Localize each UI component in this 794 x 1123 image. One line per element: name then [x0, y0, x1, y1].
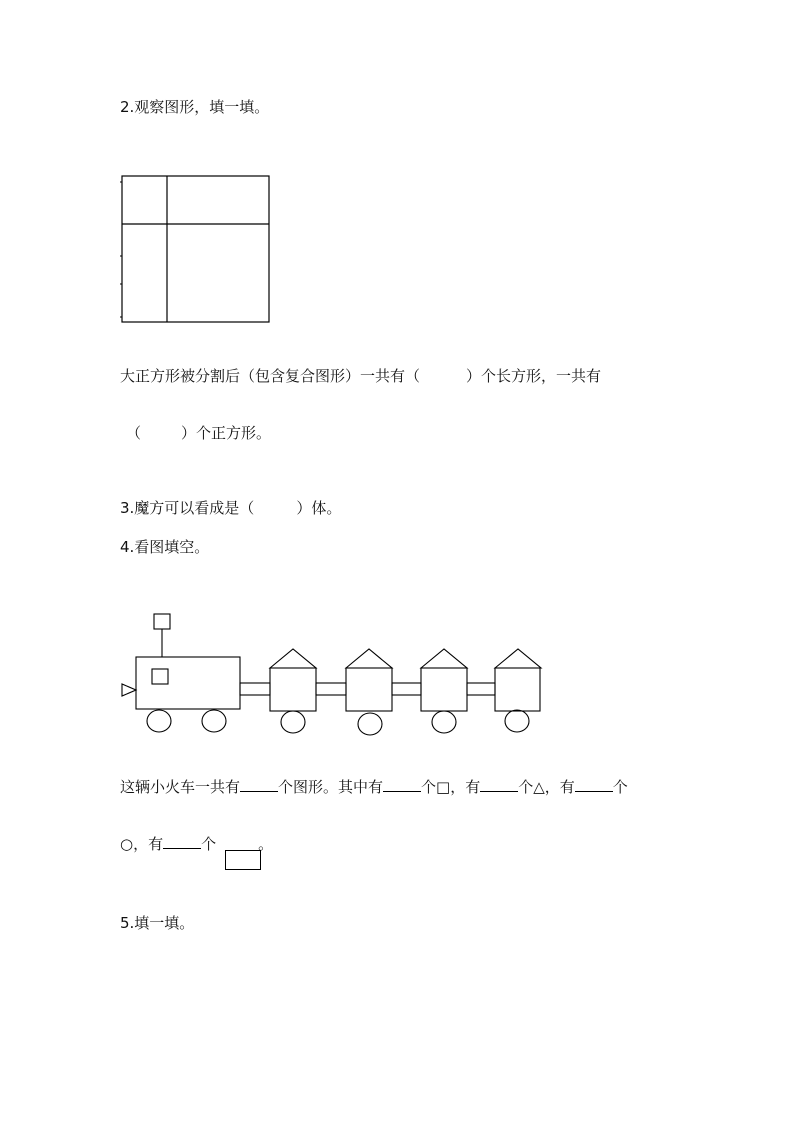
- q2-text-2b: ）个正方形。: [181, 424, 272, 442]
- q4-title: 4.看图填空。: [120, 538, 210, 556]
- engine-window: [152, 669, 168, 684]
- q2-text-1b: ）个长方形，一共有: [466, 367, 602, 385]
- q5-title: 5.填一填。: [120, 914, 195, 932]
- wheel: [358, 713, 382, 735]
- q2-text-1a: 大正方形被分割后（包含复合图形）一共有（: [120, 367, 421, 385]
- q4-text-1b: 个图形。其中有: [278, 778, 384, 796]
- train-figure: [118, 608, 548, 738]
- wheel: [281, 711, 305, 733]
- q2-line-2: [126, 423, 271, 443]
- chimney-square: [154, 614, 170, 629]
- q2-title: 2.观察图形，填一填。: [120, 98, 270, 116]
- q4-line-1: [120, 777, 628, 797]
- q4-text-2a: ○，有: [120, 835, 164, 853]
- grid-figure: [118, 172, 274, 327]
- q4-text-2b: 个: [201, 835, 217, 853]
- car-roof-triangle: [346, 649, 392, 668]
- car-body-square: [495, 668, 540, 711]
- rectangle-symbol: [225, 850, 261, 870]
- q4-text-1c: 个□，有: [421, 778, 481, 796]
- car-body-square: [421, 668, 467, 711]
- wheel: [147, 710, 171, 732]
- answer-blank-total[interactable]: [240, 777, 278, 792]
- answer-blank-triangle-count[interactable]: [480, 777, 518, 792]
- answer-blank-circle-count[interactable]: [575, 777, 613, 792]
- car-roof-triangle: [495, 649, 541, 668]
- car-body-square: [346, 668, 392, 711]
- q3-text-b: ）体。: [296, 499, 342, 517]
- answer-blank-square-count[interactable]: [383, 777, 421, 792]
- q4-text-1d: 个△，有: [518, 778, 575, 796]
- wheel: [505, 710, 529, 732]
- q4-text-2c: 。: [258, 835, 274, 853]
- q2-line-1: [120, 366, 601, 386]
- car-body-square: [270, 668, 316, 711]
- q4-text-1e: 个: [612, 778, 628, 796]
- car-roof-triangle: [270, 649, 316, 668]
- q4-text-1a: 这辆小火车一共有: [120, 778, 241, 796]
- q2-text-2a: （: [126, 424, 142, 442]
- q3-text-a: 3.魔方可以看成是（: [120, 499, 255, 517]
- answer-blank-rectangle-count[interactable]: [163, 834, 201, 849]
- q3-line: [120, 498, 341, 518]
- car-roof-triangle: [421, 649, 467, 668]
- wheel: [432, 711, 456, 733]
- wheel: [202, 710, 226, 732]
- headlight-triangle: [122, 684, 136, 696]
